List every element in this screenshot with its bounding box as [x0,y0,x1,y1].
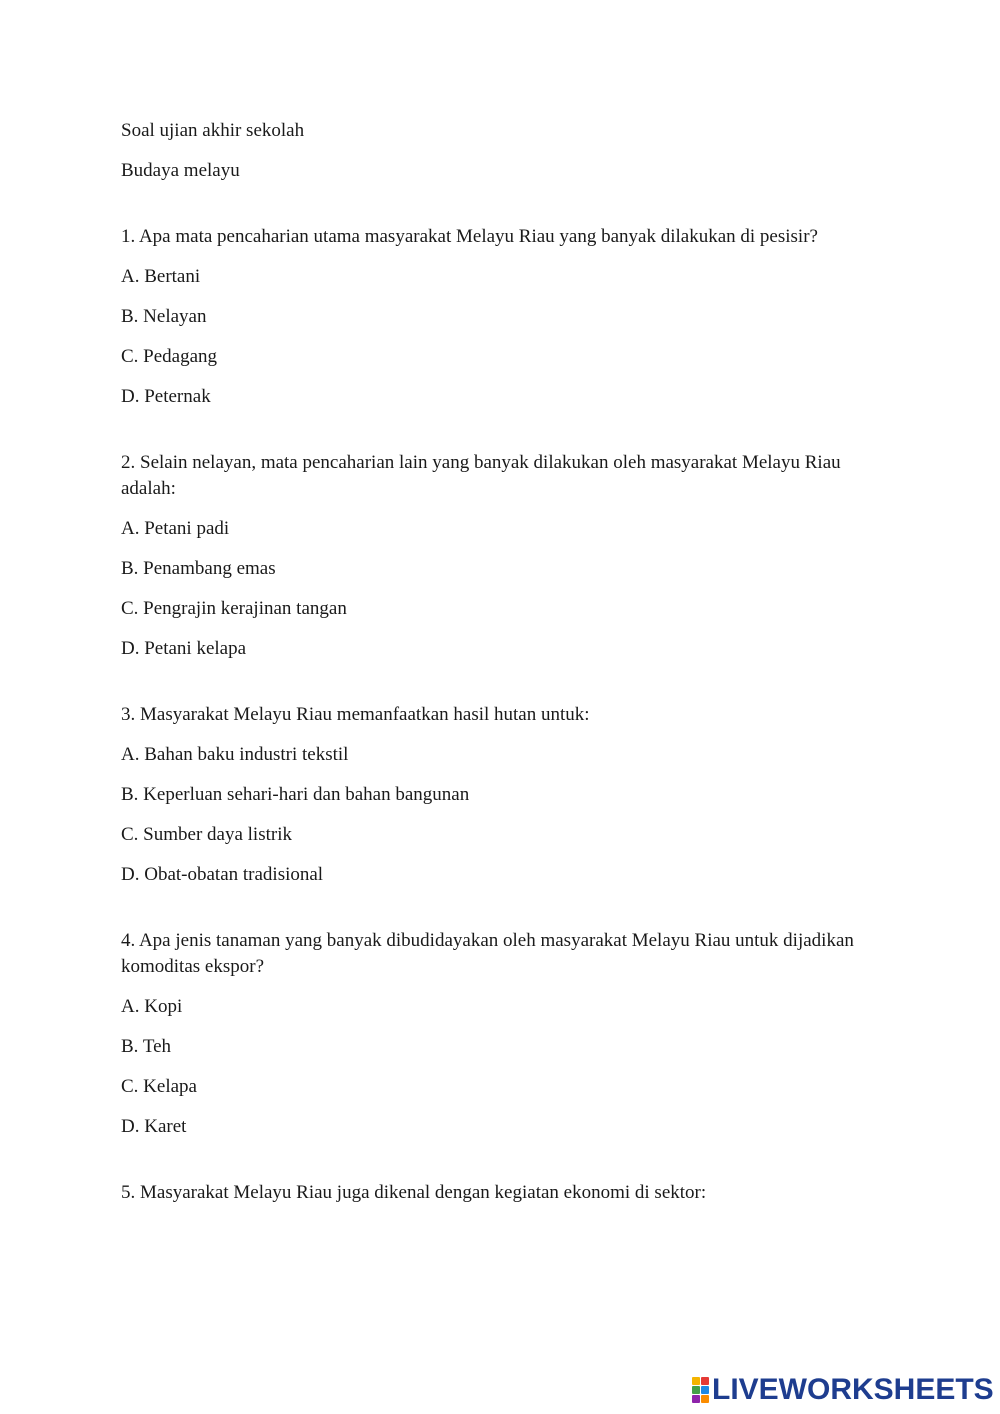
answer-option: C. Pedagang [121,346,218,367]
answer-option: B. Penambang emas [121,558,276,579]
answer-option: B. Teh [121,1036,172,1057]
liveworksheets-logo[interactable] [692,1375,994,1405]
logo-square [692,1386,700,1394]
answer-option: D. Peternak [121,386,211,407]
answer-option: B. Keperluan sehari-hari dan bahan bangunan [121,784,470,805]
answer-option: C. Sumber daya listrik [121,824,292,845]
question-3 [121,702,881,888]
question-text: 3. Masyarakat Melayu Riau memanfaatkan hasil hutan untuk: [121,704,590,725]
question-4 [121,928,881,1140]
logo-square [692,1395,700,1403]
answer-option: D. Petani kelapa [121,638,247,659]
answer-option: A. Bahan baku industri tekstil [121,744,349,765]
answer-option: D. Karet [121,1116,187,1137]
worksheet-subject: Budaya melayu [121,160,240,181]
logo-square [701,1386,709,1394]
question-text: 5. Masyarakat Melayu Riau juga dikenal dengan kegiatan ekonomi di sektor: [121,1182,707,1203]
answer-option: A. Petani padi [121,518,230,539]
answer-option: C. Pengrajin kerajinan tangan [121,598,347,619]
logo-square [701,1377,709,1385]
logo-square [692,1377,700,1385]
question-text: 1. Apa mata pencaharian utama masyarakat Melayu Riau yang banyak dilakukan di pesisir? [121,226,818,247]
answer-option: B. Nelayan [121,306,207,327]
question-5 [121,1180,881,1206]
worksheet-page [121,118,881,1220]
logo-square [701,1395,709,1403]
answer-option: D. Obat-obatan tradisional [121,864,324,885]
question-text: 2. Selain nelayan, mata pencaharian lain yang banyak dilakukan oleh masyarakat Melayu Riau adalah: [121,452,841,499]
question-2 [121,450,881,662]
answer-option: A. Bertani [121,266,201,287]
answer-option: A. Kopi [121,996,183,1017]
answer-option: C. Kelapa [121,1076,197,1097]
logo-text: LIVEWORKSHEETS [712,1373,994,1406]
question-1 [121,224,881,410]
liveworksheets-logo-icon [692,1377,709,1403]
question-text: 4. Apa jenis tanaman yang banyak dibudidayakan oleh masyarakat Melayu Riau untuk dijadikan komoditas ekspor? [121,930,854,977]
worksheet-title: Soal ujian akhir sekolah [121,120,305,141]
